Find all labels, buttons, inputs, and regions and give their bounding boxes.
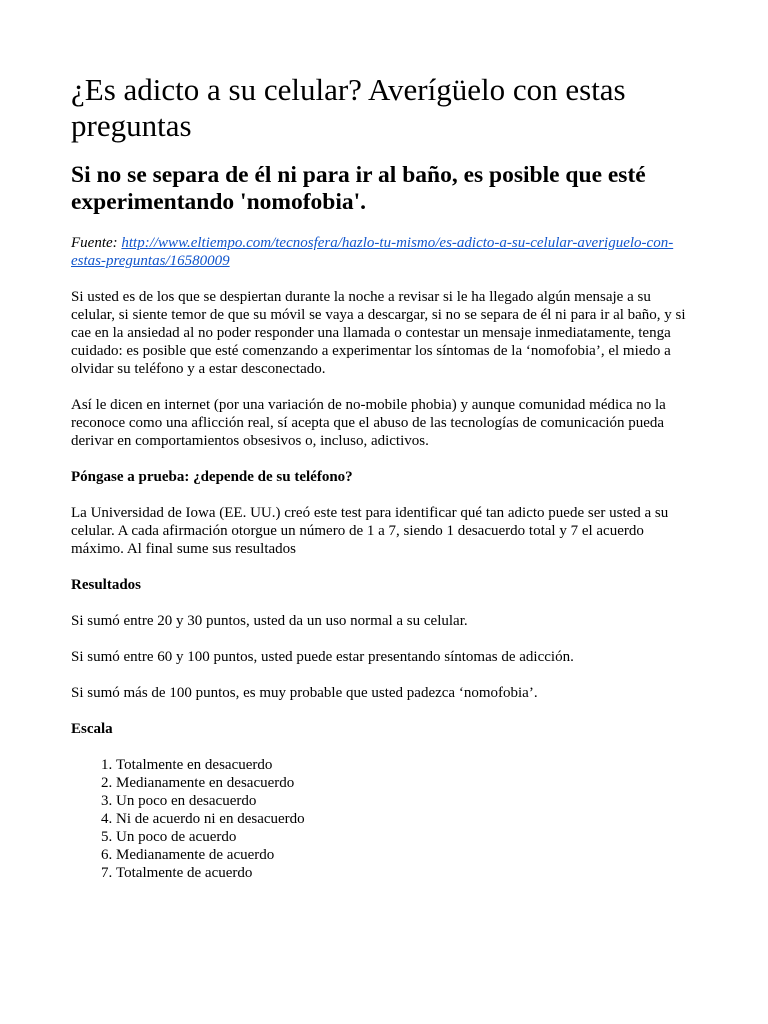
source-line (71, 234, 696, 270)
source-link[interactable]: http://www.eltiempo.com/tecnosfera/hazlo-tu-mismo/es-adicto-a-su-celular-averiguelo-con-estas-preguntas/16580009 (71, 235, 674, 269)
result-symptoms: Si sumó entre 60 y 100 puntos, usted puede estar presentando síntomas de adicción. (71, 649, 574, 665)
list-item: 7. Totalmente de acuerdo (116, 864, 696, 882)
list-item: 5. Un poco de acuerdo (116, 828, 696, 846)
document-page (71, 72, 696, 882)
article-title: ¿Es adicto a su celular? Averígüelo con estas preguntas (71, 72, 626, 143)
list-item: 1. Totalmente en desacuerdo (116, 756, 696, 774)
result-normal: Si sumó entre 20 y 30 puntos, usted da un uso normal a su celular. (71, 613, 468, 629)
list-item: 6. Medianamente de acuerdo (116, 846, 696, 864)
context-paragraph: Así le dicen en internet (por una variación de no-mobile phobia) y aunque comunidad médica no la reconoce como una aflicción real, sí acepta que el abuso de las tecnologías de comunicación pueda derivar en comportamientos obsesivos o, incluso, adictivos. (71, 397, 666, 449)
list-item: 3. Un poco en desacuerdo (116, 792, 696, 810)
scale-list (71, 756, 696, 882)
article-subtitle: Si no se separa de él ni para ir al baño, es posible que esté experimentando 'nomofobia'. (71, 162, 646, 215)
scale-heading: Escala (71, 721, 113, 737)
result-nomophobia: Si sumó más de 100 puntos, es muy probable que usted padezca ‘nomofobia’. (71, 685, 538, 701)
list-item: 2. Medianamente en desacuerdo (116, 774, 696, 792)
list-item: 4. Ni de acuerdo ni en desacuerdo (116, 810, 696, 828)
intro-paragraph: Si usted es de los que se despiertan durante la noche a revisar si le ha llegado algún mensaje a su celular, si siente temor de que su móvil se vaya a descargar, si no se separa de él ni para ir al baño, y si cae en la ansiedad al no poder responder una llamada o contestar un mensaje inmediatamente, tenga cuidado: es posible que esté comenzando a experimentar los síntomas de la ‘nomofobia’, el miedo a olvidar su teléfono y a estar desconectado. (71, 289, 686, 377)
test-heading: Póngase a prueba: ¿depende de su teléfono? (71, 469, 353, 485)
test-instructions: La Universidad de Iowa (EE. UU.) creó este test para identificar qué tan adicto puede ser usted a su celular. A cada afirmación otorgue un número de 1 a 7, siendo 1 desacuerdo total y 7 el acuerdo máximo. Al final sume sus resultados (71, 505, 669, 557)
source-label: Fuente: (71, 235, 122, 251)
results-heading: Resultados (71, 577, 142, 593)
